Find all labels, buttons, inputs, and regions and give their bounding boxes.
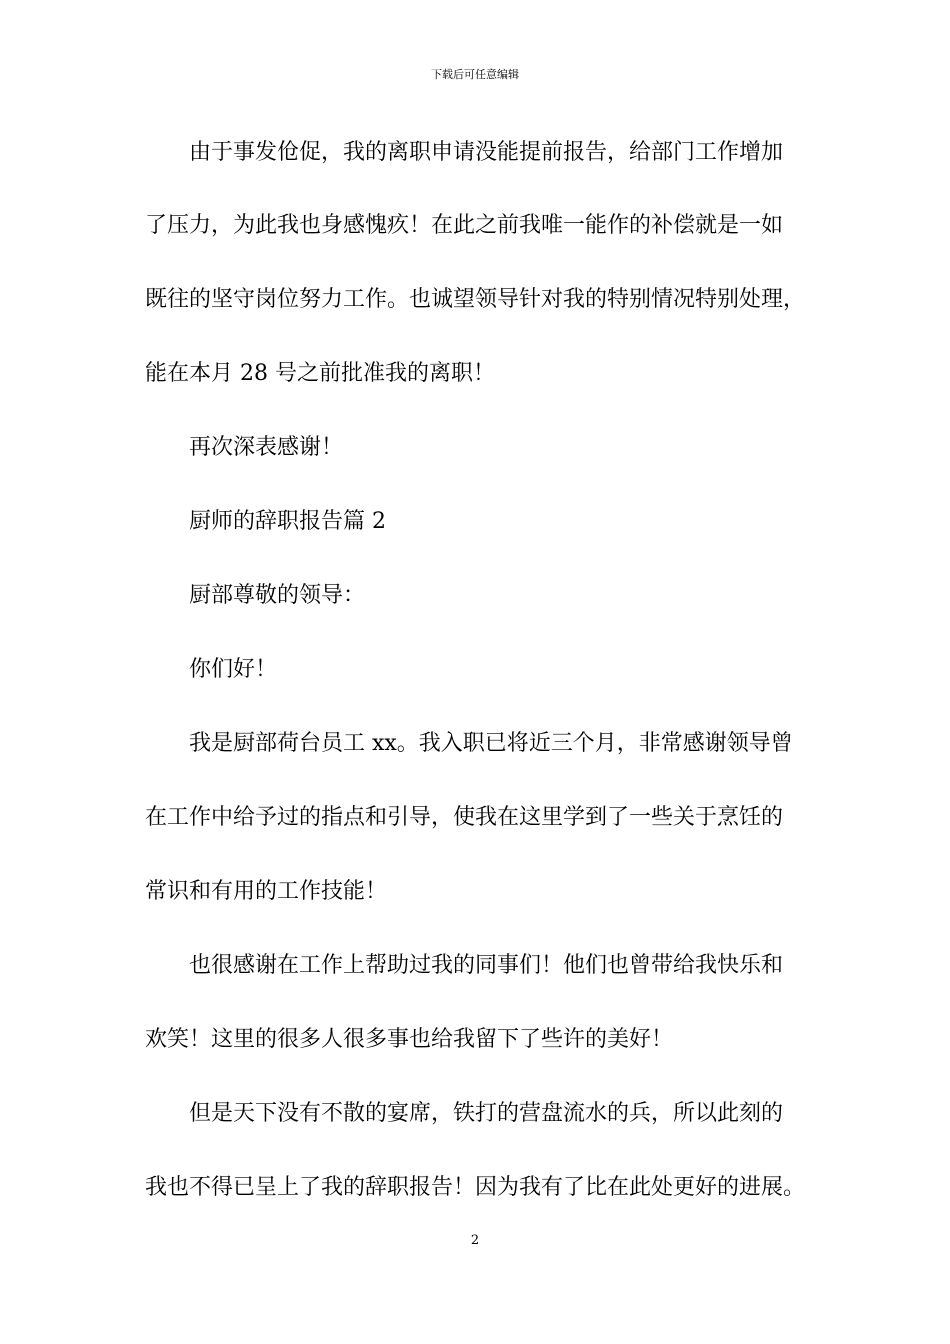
page-header: 下载后可任意编辑 — [431, 68, 519, 81]
paragraph-line: 由于事发伧促，我的离职申请没能提前报告，给部门工作增加 — [189, 140, 784, 165]
salutation: 厨部尊敬的领导： — [189, 583, 366, 608]
paragraph-line: 常识和有用的工作技能！ — [145, 879, 388, 904]
paragraph-line: 能在本月 28 号之前批准我的离职！ — [145, 361, 495, 386]
paragraph-line: 既往的坚守岗位努力工作。也诚望领导针对我的特别情况特别处理， — [145, 287, 806, 312]
section-title: 厨师的辞职报告篇 2 — [189, 509, 386, 534]
page-number: 2 — [470, 1233, 480, 1248]
paragraph-line: 了压力，为此我也身感愧疚！在此之前我唯一能作的补偿就是一如 — [145, 213, 784, 238]
paragraph-line: 我是厨部荷台员工 xx。我入职已将近三个月，非常感谢领导曾 — [189, 731, 793, 756]
paragraph-line: 但是天下没有不散的宴席，铁打的营盘流水的兵，所以此刻的 — [189, 1101, 784, 1126]
paragraph-line: 欢笑！这里的很多人很多事也给我留下了些许的美好！ — [145, 1027, 674, 1052]
greeting: 你们好！ — [189, 657, 278, 682]
paragraph-line: 在工作中给予过的指点和引导，使我在这里学到了一些关于烹饪的 — [145, 805, 784, 830]
paragraph-line: 我也不得已呈上了我的辞职报告！因为我有了比在此处更好的进展。 — [145, 1175, 806, 1200]
paragraph-line: 也很感谢在工作上帮助过我的同事们！他们也曾带给我快乐和 — [189, 953, 784, 978]
paragraph-line: 再次深表感谢！ — [189, 435, 344, 460]
